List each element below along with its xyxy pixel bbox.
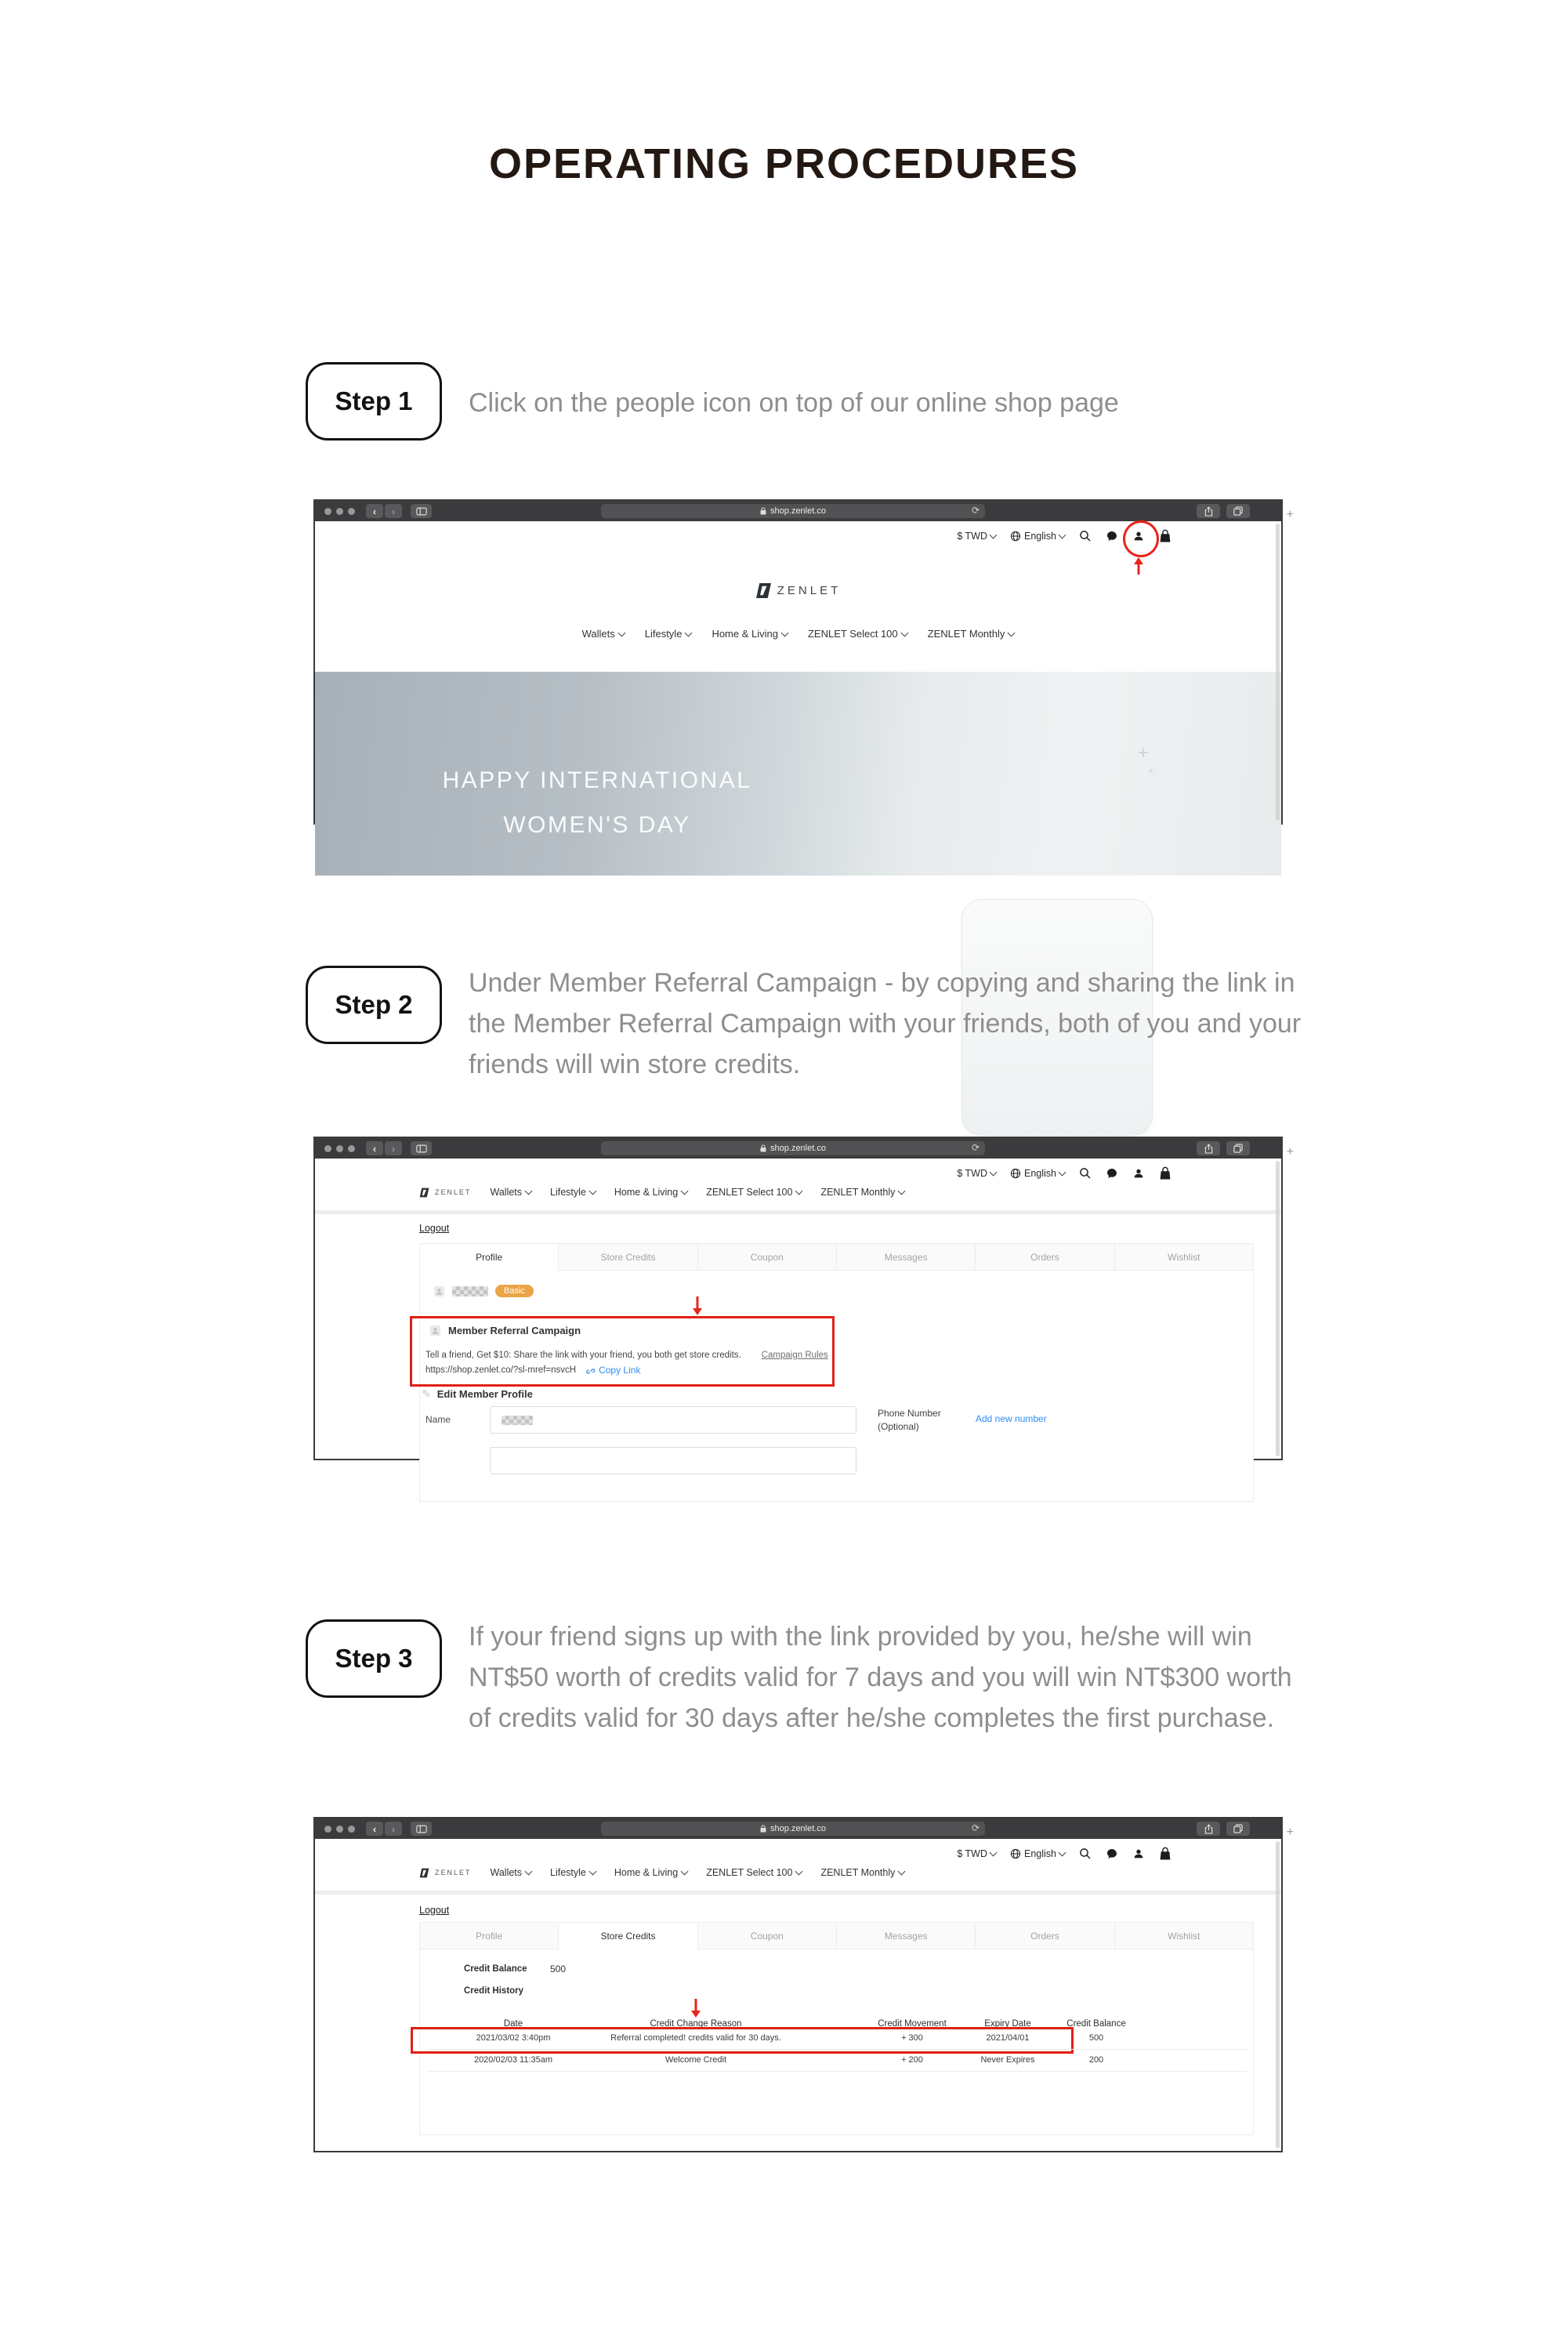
- sparkle-icon: +: [1138, 742, 1150, 763]
- globe-icon: [1010, 1848, 1021, 1859]
- table-cell-date: 2020/02/03 11:35am: [473, 2055, 553, 2065]
- hero-line1: HAPPY INTERNATIONAL: [442, 767, 752, 793]
- traffic-lights[interactable]: [324, 508, 355, 515]
- shop-logo[interactable]: [419, 1188, 472, 1198]
- nav-label: Lifestyle: [550, 1187, 586, 1198]
- sidebar-button[interactable]: [411, 504, 432, 518]
- nav-label: Lifestyle: [644, 628, 683, 640]
- nav-select-100[interactable]: [706, 1867, 802, 1878]
- annotation-arrow-down: [692, 1296, 703, 1315]
- currency-label: $ TWD: [957, 530, 987, 542]
- nav-wallets[interactable]: [582, 628, 625, 640]
- tabs-icon: [1233, 1144, 1243, 1153]
- language-selector[interactable]: [1010, 531, 1065, 542]
- forward-icon: ›: [391, 1142, 396, 1155]
- tab-messages[interactable]: Messages: [837, 1244, 976, 1271]
- hero-banner[interactable]: [315, 672, 1281, 876]
- tab-profile[interactable]: Profile: [420, 1923, 559, 1949]
- forward-button[interactable]: [385, 1141, 402, 1155]
- tab-messages[interactable]: Messages: [837, 1923, 976, 1949]
- back-icon: ‹: [372, 1142, 377, 1155]
- hero-headline: [370, 758, 824, 847]
- header-row: [419, 1867, 904, 1878]
- tab-overview-button[interactable]: [1226, 504, 1250, 518]
- scrollbar[interactable]: [1276, 1841, 1280, 2149]
- nav-label: Home & Living: [614, 1867, 679, 1878]
- sidebar-icon: [416, 1825, 427, 1833]
- nav-label: Lifestyle: [550, 1867, 586, 1878]
- step2-badge-label: Step 2: [335, 990, 413, 1019]
- col-header-reason: Credit Change Reason: [650, 2019, 742, 2029]
- minimize-window-icon[interactable]: [336, 1826, 343, 1833]
- nav-label: ZENLET Monthly: [927, 628, 1005, 640]
- sidebar-icon: [416, 507, 427, 516]
- zoom-window-icon[interactable]: [348, 1145, 355, 1152]
- chevron-down-icon: [617, 629, 625, 636]
- edit-profile-title: Edit Member Profile: [436, 1388, 533, 1400]
- traffic-lights[interactable]: [324, 1826, 355, 1833]
- share-button[interactable]: [1197, 504, 1220, 518]
- chevron-down-icon: [1059, 1848, 1066, 1856]
- phone-label-line2: (Optional): [878, 1421, 919, 1432]
- zoom-window-icon[interactable]: [348, 1826, 355, 1833]
- nav-label: Wallets: [581, 628, 615, 640]
- member-identity-row: [433, 1285, 534, 1297]
- globe-icon: [1010, 531, 1021, 542]
- browser-window-step3: [313, 1817, 1294, 2152]
- scrollbar[interactable]: [1276, 524, 1280, 821]
- copy-link-button[interactable]: [587, 1365, 640, 1376]
- table-cell-expiry: 2021/04/01: [986, 2033, 1030, 2043]
- table-cell-balance: 200: [1088, 2055, 1104, 2065]
- chevron-down-icon: [525, 1188, 533, 1195]
- brand-wordmark: ZENLET: [777, 584, 842, 597]
- close-window-icon[interactable]: [324, 508, 331, 515]
- nav-monthly[interactable]: [928, 628, 1015, 640]
- new-tab-icon[interactable]: +: [1286, 508, 1294, 521]
- chevron-down-icon: [681, 1868, 689, 1876]
- nav-label: ZENLET Monthly: [820, 1187, 896, 1198]
- url-text: shop.zenlet.co: [770, 1824, 826, 1833]
- chevron-down-icon: [1059, 531, 1066, 538]
- tabs-icon: [1233, 506, 1243, 516]
- member-card-icon: [433, 1285, 445, 1297]
- copy-link-label: Copy Link: [599, 1365, 641, 1376]
- table-cell-movement: + 200: [901, 2055, 923, 2065]
- nav-label: Wallets: [490, 1187, 523, 1198]
- chat-icon[interactable]: [1106, 1848, 1118, 1860]
- phone-label-line1: Phone Number: [878, 1408, 941, 1419]
- referral-title-row: [429, 1325, 581, 1336]
- chat-icon[interactable]: [1106, 1167, 1118, 1180]
- table-cell-balance: 500: [1088, 2033, 1104, 2043]
- nav-label: Wallets: [490, 1867, 523, 1878]
- member-card-icon: [429, 1325, 441, 1336]
- share-button[interactable]: [1197, 1822, 1220, 1836]
- nav-home-living[interactable]: [712, 628, 788, 640]
- share-icon: [1204, 506, 1213, 517]
- url-text: shop.zenlet.co: [770, 1144, 826, 1153]
- share-icon: [1204, 1144, 1213, 1154]
- chevron-down-icon: [781, 629, 789, 636]
- account-icon[interactable]: [1132, 1167, 1145, 1180]
- chevron-down-icon: [795, 1188, 803, 1195]
- chevron-down-icon: [588, 1868, 596, 1876]
- tabs-icon: [1233, 1824, 1243, 1833]
- store-credits-page: [315, 1839, 1281, 2151]
- minimize-window-icon[interactable]: [336, 508, 343, 515]
- forward-icon: ›: [391, 1822, 396, 1835]
- chevron-down-icon: [1008, 629, 1016, 636]
- tab-coupon[interactable]: Coupon: [698, 1923, 837, 1949]
- col-header-movement: Credit Movement: [878, 2019, 947, 2029]
- referral-link-row: [425, 1365, 640, 1376]
- step1-badge-label: Step 1: [335, 386, 413, 415]
- credit-balance-value: 500: [550, 1964, 567, 1974]
- chevron-down-icon: [898, 1868, 906, 1876]
- header-divider: [315, 1210, 1281, 1214]
- nav-label: ZENLET Select 100: [706, 1187, 793, 1198]
- link-icon: [587, 1366, 596, 1375]
- new-tab-icon[interactable]: +: [1286, 1145, 1294, 1159]
- url-bar[interactable]: [601, 504, 985, 518]
- cart-bag-icon[interactable]: [1159, 1166, 1171, 1180]
- col-header-expiry: Expiry Date: [984, 2019, 1031, 2029]
- share-button[interactable]: [1197, 1141, 1220, 1155]
- header-row: [419, 1187, 904, 1198]
- account-tabs: [420, 1923, 1253, 1949]
- page-title: OPERATING PROCEDURES: [488, 140, 1080, 187]
- membership-badge: Basic: [495, 1285, 534, 1297]
- brand-wordmark: ZENLET: [435, 1869, 472, 1877]
- nav-select-100[interactable]: [706, 1187, 802, 1198]
- chevron-down-icon: [900, 629, 908, 636]
- search-icon[interactable]: [1079, 530, 1092, 542]
- forward-button[interactable]: [385, 504, 402, 518]
- credit-balance-label: Credit Balance: [464, 1964, 527, 1974]
- pencil-icon: ✎: [422, 1387, 431, 1400]
- currency-selector[interactable]: [957, 1168, 996, 1179]
- nav-select-100[interactable]: [808, 628, 907, 640]
- chevron-down-icon: [990, 531, 998, 538]
- tab-overview-button[interactable]: [1226, 1141, 1250, 1155]
- nav-label: ZENLET Select 100: [807, 628, 898, 640]
- reload-icon[interactable]: ⟳: [971, 1142, 980, 1153]
- header-divider: [315, 1891, 1281, 1895]
- tab-store-credits[interactable]: Store Credits: [559, 1923, 697, 1949]
- phone-label: [878, 1407, 941, 1434]
- step2-text: Under Member Referral Campaign - by copying and sharing the link in the Member Referral Campaign with your friends, both of you and your friends will win store credits.: [469, 968, 1302, 1079]
- col-header-date: Date: [503, 2019, 523, 2029]
- minimize-window-icon[interactable]: [336, 1145, 343, 1152]
- nav-home-living[interactable]: [614, 1187, 687, 1198]
- annotation-arrow-up: [1133, 557, 1144, 575]
- browser-window-step2: [313, 1137, 1294, 1460]
- member-name-redacted: [452, 1286, 488, 1296]
- campaign-rules-link[interactable]: Campaign Rules: [761, 1351, 828, 1360]
- referral-title: Member Referral Campaign: [448, 1325, 581, 1336]
- zenlet-mark-icon: [755, 582, 772, 599]
- back-button[interactable]: [366, 504, 383, 518]
- chat-icon[interactable]: [1106, 530, 1118, 542]
- zoom-window-icon[interactable]: [348, 508, 355, 515]
- nav-label: ZENLET Monthly: [820, 1867, 896, 1878]
- referral-description-row: [425, 1351, 828, 1360]
- edit-profile-row: [422, 1387, 533, 1401]
- step3-badge-label: Step 3: [335, 1644, 413, 1673]
- scrollbar[interactable]: [1276, 1161, 1280, 1456]
- name-input[interactable]: [490, 1406, 856, 1434]
- chevron-down-icon: [525, 1868, 533, 1876]
- step1-badge: [306, 362, 442, 441]
- language-label: English: [1024, 1848, 1056, 1859]
- chevron-down-icon: [681, 1188, 689, 1195]
- table-cell-expiry: Never Expires: [980, 2055, 1035, 2065]
- currency-label: $ TWD: [957, 1167, 987, 1179]
- close-window-icon[interactable]: [324, 1145, 331, 1152]
- nav-lifestyle[interactable]: [645, 628, 692, 640]
- reload-icon[interactable]: ⟳: [971, 505, 980, 516]
- language-label: English: [1024, 530, 1056, 542]
- tab-store-credits[interactable]: Store Credits: [559, 1244, 697, 1271]
- lock-icon: [760, 1144, 766, 1152]
- annotation-arrow-down: [690, 1999, 701, 2018]
- step2-badge: [306, 966, 442, 1044]
- chevron-down-icon: [990, 1848, 998, 1856]
- shop-logo[interactable]: [315, 582, 1281, 603]
- shop-logo[interactable]: [419, 1868, 472, 1878]
- second-input[interactable]: [490, 1447, 856, 1474]
- back-icon: ‹: [372, 505, 377, 517]
- lock-icon: [760, 1825, 766, 1833]
- step3-badge: [306, 1619, 442, 1698]
- zenlet-mark-icon: [419, 1188, 429, 1198]
- back-icon: ‹: [372, 1822, 377, 1835]
- back-button[interactable]: [366, 1822, 383, 1836]
- brand-wordmark: ZENLET: [435, 1188, 472, 1196]
- cart-bag-icon[interactable]: [1159, 529, 1171, 542]
- url-bar[interactable]: [601, 1141, 985, 1155]
- language-label: English: [1024, 1167, 1056, 1179]
- browser-window-step1: [313, 499, 1294, 838]
- currency-selector[interactable]: [957, 1848, 996, 1859]
- sidebar-button[interactable]: [411, 1141, 432, 1155]
- table-cell-movement: + 300: [901, 2033, 923, 2043]
- table-cell-date: 2021/03/02 3:40pm: [476, 2033, 551, 2043]
- table-cell-reason: Referral completed! credits valid for 30 days.: [610, 2033, 781, 2043]
- chevron-down-icon: [588, 1188, 596, 1195]
- nav-lifestyle[interactable]: [550, 1867, 596, 1878]
- nav-monthly[interactable]: [820, 1187, 904, 1198]
- tab-wishlist[interactable]: Wishlist: [1115, 1923, 1253, 1949]
- tab-coupon[interactable]: Coupon: [698, 1244, 837, 1271]
- lock-icon: [760, 507, 766, 515]
- currency-selector[interactable]: [957, 531, 996, 542]
- step1-text: Click on the people icon on top of our online shop page: [469, 388, 1119, 418]
- new-tab-icon[interactable]: +: [1286, 1826, 1294, 1839]
- logout-link[interactable]: Logout: [419, 1905, 450, 1916]
- url-text: shop.zenlet.co: [770, 506, 826, 516]
- annotation-circle-account-icon: [1123, 520, 1159, 557]
- sidebar-button[interactable]: [411, 1822, 432, 1836]
- hero-line2: WOMEN'S DAY: [503, 812, 691, 838]
- language-selector[interactable]: [1010, 1168, 1065, 1179]
- table-row-divider: [427, 2071, 1248, 2072]
- browser-titlebar: [315, 1819, 1294, 1839]
- forward-button[interactable]: [385, 1822, 402, 1836]
- search-icon[interactable]: [1079, 1848, 1092, 1860]
- zenlet-mark-icon: [419, 1868, 429, 1878]
- nav-wallets[interactable]: [491, 1867, 532, 1878]
- referral-url: https://shop.zenlet.co/?sl-mref=nsvcH: [425, 1365, 577, 1375]
- shop-home-page: [315, 521, 1281, 838]
- main-nav: [315, 628, 1281, 640]
- url-bar[interactable]: [601, 1822, 985, 1836]
- chevron-down-icon: [990, 1168, 998, 1176]
- currency-label: $ TWD: [957, 1848, 987, 1859]
- col-header-balance: Credit Balance: [1066, 2019, 1126, 2029]
- sidebar-icon: [416, 1144, 427, 1153]
- share-icon: [1204, 1824, 1213, 1834]
- nav-home-living[interactable]: [614, 1867, 687, 1878]
- reload-icon[interactable]: ⟳: [971, 1822, 980, 1833]
- table-cell-reason: Welcome Credit: [664, 2055, 727, 2065]
- traffic-lights[interactable]: [324, 1145, 355, 1152]
- search-icon[interactable]: [1079, 1167, 1092, 1180]
- nav-label: Home & Living: [712, 628, 778, 640]
- close-window-icon[interactable]: [324, 1826, 331, 1833]
- chevron-down-icon: [1059, 1168, 1066, 1176]
- cart-bag-icon[interactable]: [1159, 1847, 1171, 1860]
- nav-wallets[interactable]: [491, 1187, 532, 1198]
- nav-label: ZENLET Select 100: [706, 1867, 793, 1878]
- nav-lifestyle[interactable]: [550, 1187, 596, 1198]
- chevron-down-icon: [795, 1868, 803, 1876]
- chevron-down-icon: [898, 1188, 906, 1195]
- tab-profile[interactable]: Profile: [420, 1244, 559, 1271]
- sparkle-icon: +: [1148, 764, 1154, 776]
- referral-description: Tell a friend, Get $10: Share the link with your friend, you both get store credits.: [425, 1351, 741, 1360]
- account-icon[interactable]: [1132, 1848, 1145, 1860]
- tab-overview-button[interactable]: [1226, 1822, 1250, 1836]
- chevron-down-icon: [685, 629, 693, 636]
- tab-orders[interactable]: Orders: [976, 1244, 1114, 1271]
- name-value-redacted: [502, 1416, 533, 1425]
- step3-text: If your friend signs up with the link provided by you, he/she will win NT$50 worth of credits valid for 7 days and you will win NT$300 worth of credits valid for 30 days after he/she completes the first purchase.: [469, 1622, 1292, 1733]
- language-selector[interactable]: [1010, 1848, 1065, 1859]
- globe-icon: [1010, 1168, 1021, 1179]
- name-label: Name: [425, 1414, 451, 1425]
- back-button[interactable]: [366, 1141, 383, 1155]
- table-row-divider: [427, 2049, 1248, 2050]
- nav-label: Home & Living: [614, 1187, 679, 1198]
- browser-titlebar: [315, 501, 1294, 521]
- tab-orders[interactable]: Orders: [976, 1923, 1114, 1949]
- tab-wishlist[interactable]: Wishlist: [1115, 1244, 1253, 1271]
- browser-titlebar: [315, 1138, 1294, 1159]
- account-tabs: [420, 1244, 1253, 1271]
- forward-icon: ›: [391, 505, 396, 517]
- credit-history-label: Credit History: [464, 1986, 524, 1996]
- add-number-link[interactable]: Add new number: [976, 1413, 1047, 1424]
- nav-monthly[interactable]: [820, 1867, 904, 1878]
- member-profile-page: [315, 1159, 1281, 1459]
- logout-link[interactable]: Logout: [419, 1223, 450, 1234]
